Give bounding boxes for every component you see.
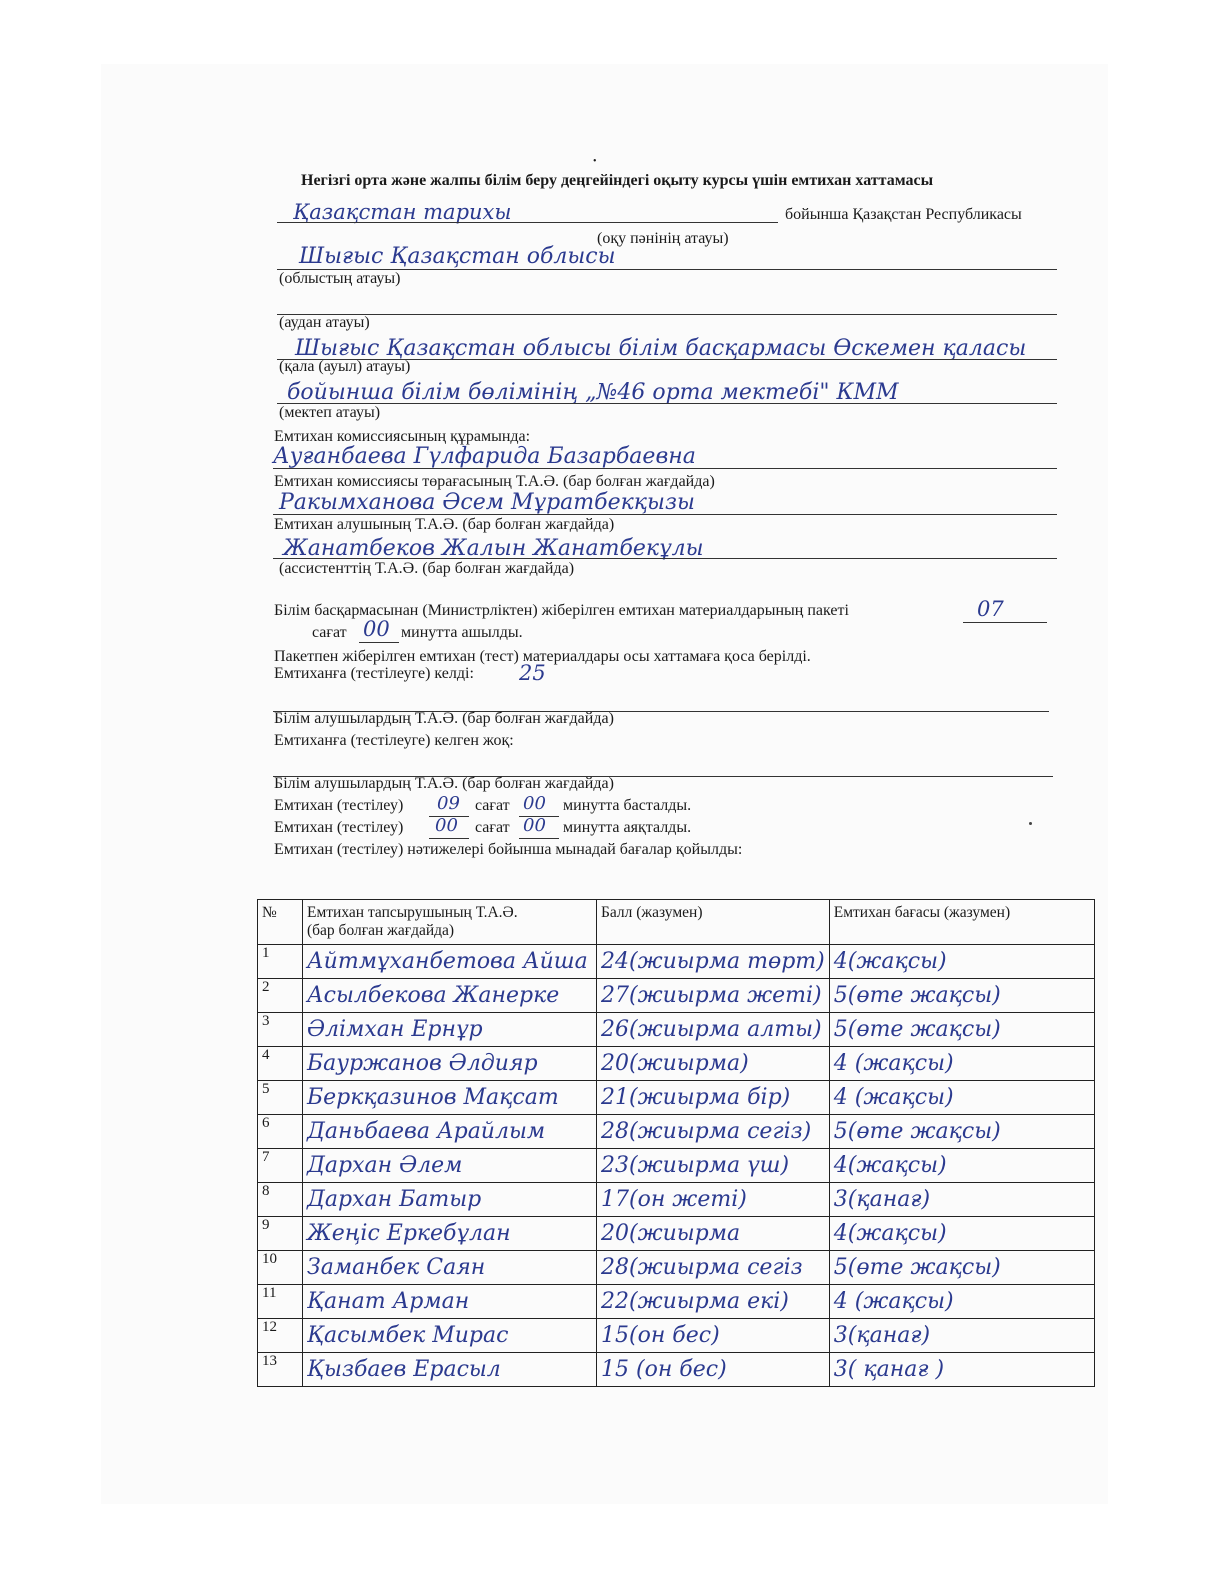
table-row xyxy=(258,1183,1095,1217)
row-name: Айтмұханбетова Айша xyxy=(307,949,588,974)
row-number: 5 xyxy=(262,1081,270,1097)
row-number: 10 xyxy=(262,1251,277,1267)
row-grade: 5(өте жақсы) xyxy=(833,1255,1001,1280)
table-row xyxy=(258,1149,1095,1183)
row-name: Әлімхан Ернұр xyxy=(307,1017,483,1042)
row-score: 20(жиырма xyxy=(601,1221,741,1246)
ink-speck xyxy=(1029,822,1032,825)
package-hour-label: сағат xyxy=(312,624,347,641)
start-minute: 00 xyxy=(523,793,546,814)
row-name: Қанат Арман xyxy=(307,1289,470,1314)
table-row xyxy=(258,1319,1095,1353)
row-name: Жеңіс Еркебұлан xyxy=(307,1221,511,1246)
absent-label: Емтиханға (тестілеуге) келген жоқ: xyxy=(274,732,514,749)
row-name-cell xyxy=(303,1319,597,1353)
row-name: Дархан Әлем xyxy=(307,1153,463,1178)
subject-handwritten: Қазақстан тарихы xyxy=(293,200,512,224)
results-intro: Емтихан (тестілеу) нәтижелері бойынша мынадай бағалар қойылды: xyxy=(274,841,743,858)
row-grade-cell xyxy=(829,1353,1094,1387)
dot-mark: • xyxy=(593,156,597,167)
row-score-cell xyxy=(597,1149,830,1183)
table-row xyxy=(258,945,1095,979)
commission-member-line xyxy=(273,468,1057,469)
row-name: Даньбаева Арайлым xyxy=(307,1119,546,1144)
col-name-header-line1: Емтихан тапсырушының Т.А.Ә. xyxy=(307,904,518,921)
row-score-cell xyxy=(597,1081,830,1115)
table-header-row xyxy=(258,900,1095,945)
school-line xyxy=(277,403,1057,404)
row-grade-cell xyxy=(829,1081,1094,1115)
assistant-line xyxy=(273,558,1057,559)
row-score-cell xyxy=(597,945,830,979)
school-caption: (мектеп атауы) xyxy=(279,404,381,421)
row-number-cell xyxy=(258,979,303,1013)
row-score-cell xyxy=(597,1251,830,1285)
row-grade-cell xyxy=(829,1217,1094,1251)
package-hour-line xyxy=(963,622,1047,623)
table-row xyxy=(258,1013,1095,1047)
start-mid: сағат xyxy=(475,797,510,814)
row-score: 17(он жеті) xyxy=(601,1187,747,1212)
end-mid: сағат xyxy=(475,819,510,836)
row-number-cell xyxy=(258,1115,303,1149)
row-score: 24(жиырма төрт) xyxy=(601,949,825,974)
row-name-cell xyxy=(303,1047,597,1081)
package-hour-value: 07 xyxy=(977,597,1004,621)
col-grade-header: Емтихан бағасы (жазумен) xyxy=(829,900,1094,945)
package-minute-value: 00 xyxy=(363,617,390,641)
row-number: 2 xyxy=(262,979,270,995)
assistant-handwritten: Жанатбеков Жалын Жанатбекұлы xyxy=(283,536,704,561)
end-minute: 00 xyxy=(523,815,546,836)
row-grade: 5(өте жақсы) xyxy=(833,1017,1001,1042)
district-line xyxy=(277,314,1057,315)
row-score: 28(жиырма сегіз xyxy=(601,1255,803,1280)
row-score: 15 (он бес) xyxy=(601,1357,727,1382)
district-caption: (аудан атауы) xyxy=(279,314,370,331)
row-number-cell xyxy=(258,1217,303,1251)
row-number-cell xyxy=(258,1149,303,1183)
row-grade-cell xyxy=(829,979,1094,1013)
row-score-cell xyxy=(597,1183,830,1217)
table-row xyxy=(258,1115,1095,1149)
row-grade: 3(қанағ) xyxy=(833,1187,931,1212)
row-number: 4 xyxy=(262,1047,270,1063)
row-number: 8 xyxy=(262,1183,270,1199)
package-text: Білім басқармасынан (Министрліктен) жіберілген емтихан материалдарының пакеті xyxy=(274,602,849,619)
row-name: Заманбек Саян xyxy=(307,1255,486,1280)
table-row xyxy=(258,1047,1095,1081)
row-name: Дархан Батыр xyxy=(307,1187,482,1212)
table-row xyxy=(258,979,1095,1013)
row-name: Асылбекова Жанерке xyxy=(307,983,560,1008)
row-score: 26(жиырма алты) xyxy=(601,1017,822,1042)
row-name: Қызбаев Ерасыл xyxy=(307,1357,501,1382)
row-name-cell xyxy=(303,1115,597,1149)
package-minute-line xyxy=(359,642,399,643)
table-row xyxy=(258,1081,1095,1115)
row-name-cell xyxy=(303,1285,597,1319)
row-number-cell xyxy=(258,1319,303,1353)
table-row xyxy=(258,1353,1095,1387)
chair-line xyxy=(273,514,1057,515)
start-hour: 09 xyxy=(437,793,460,814)
row-number-cell xyxy=(258,1047,303,1081)
city-caption: (қала (ауыл) атауы) xyxy=(279,358,411,375)
row-name: Беркқазинов Мақсат xyxy=(307,1085,559,1110)
row-number-cell xyxy=(258,1183,303,1217)
row-name: Қасымбек Мирас xyxy=(307,1323,509,1348)
subject-caption: (оқу пәнінің атауы) xyxy=(597,230,729,247)
row-grade-cell xyxy=(829,1183,1094,1217)
row-grade-cell xyxy=(829,1285,1094,1319)
col-score-header: Балл (жазумен) xyxy=(597,900,830,945)
assistant-caption: (ассистенттің Т.А.Ә. (бар болған жағдайда) xyxy=(279,560,575,577)
attached-text: Пакетпен жіберілген емтихан (тест) материалдары осы хаттамаға қоса берілді. xyxy=(274,648,811,665)
row-grade: 5(өте жақсы) xyxy=(833,983,1001,1008)
arrived-label: Емтиханға (тестілеуге) келді: xyxy=(274,665,474,682)
row-number-cell xyxy=(258,1353,303,1387)
row-score-cell xyxy=(597,1013,830,1047)
row-number-cell xyxy=(258,945,303,979)
page-title: Негізгі орта және жалпы білім беру деңгейіндегі оқыту курсы үшін емтихан хаттамасы xyxy=(301,172,934,189)
row-score-cell xyxy=(597,1285,830,1319)
region-handwritten: Шығыс Қазақстан облысы xyxy=(299,244,616,269)
row-score: 28(жиырма сегіз) xyxy=(601,1119,812,1144)
row-number: 6 xyxy=(262,1115,270,1131)
row-name-cell xyxy=(303,1251,597,1285)
row-number-cell xyxy=(258,1013,303,1047)
row-name-cell xyxy=(303,1183,597,1217)
school-handwritten: бойынша білім бөлімінің „№46 орта мектебі" КММ xyxy=(287,380,899,405)
row-score: 27(жиырма жеті) xyxy=(601,983,822,1008)
end-suffix: минутта аяқталды. xyxy=(563,819,692,836)
commission-member-handwritten: Ауғанбаева Гүлфарида Базарбаевна xyxy=(273,444,696,469)
row-number: 9 xyxy=(262,1217,270,1233)
row-name-cell xyxy=(303,1013,597,1047)
row-grade: 4 (жақсы) xyxy=(833,1085,954,1110)
commission-label: Емтихан комиссиясының құрамында: xyxy=(274,428,531,445)
row-grade-cell xyxy=(829,1047,1094,1081)
row-grade-cell xyxy=(829,1319,1094,1353)
row-score-cell xyxy=(597,1353,830,1387)
row-name-cell xyxy=(303,1149,597,1183)
row-name-cell xyxy=(303,1081,597,1115)
end-minute-line xyxy=(519,838,559,839)
row-number: 7 xyxy=(262,1149,270,1165)
chair-label: Емтихан комиссиясы төрағасының Т.А.Ә. (бар болған жағдайда) xyxy=(274,473,715,490)
package-minute-suffix: минутта ашылды. xyxy=(401,624,523,641)
row-score-cell xyxy=(597,1115,830,1149)
students-label-2: Білім алушылардың Т.А.Ә. (бар болған жағдайда) xyxy=(274,775,614,792)
row-score-cell xyxy=(597,979,830,1013)
end-hour: 00 xyxy=(435,815,458,836)
row-number: 12 xyxy=(262,1319,277,1335)
end-prefix: Емтихан (тестілеу) xyxy=(274,819,404,836)
row-grade: 4 (жақсы) xyxy=(833,1289,954,1314)
row-number: 11 xyxy=(262,1285,277,1301)
row-score-cell xyxy=(597,1047,830,1081)
col-name-header xyxy=(303,900,597,945)
row-grade: 4(жақсы) xyxy=(833,1153,947,1178)
row-grade-cell xyxy=(829,1013,1094,1047)
row-grade-cell xyxy=(829,1115,1094,1149)
row-grade-cell xyxy=(829,1251,1094,1285)
row-grade-cell xyxy=(829,1149,1094,1183)
row-number-cell xyxy=(258,1285,303,1319)
table-row xyxy=(258,1217,1095,1251)
row-score-cell xyxy=(597,1319,830,1353)
row-score: 23(жиырма үш) xyxy=(601,1153,790,1178)
row-number-cell xyxy=(258,1251,303,1285)
row-grade: 4(жақсы) xyxy=(833,1221,947,1246)
examinee-label: Емтихан алушының Т.А.Ә. (бар болған жағдайда) xyxy=(274,516,615,533)
row-grade: 4 (жақсы) xyxy=(833,1051,954,1076)
row-score-cell xyxy=(597,1217,830,1251)
col-name-header-line2: (бар болған жағдайда) xyxy=(307,922,455,939)
row-number: 1 xyxy=(262,945,270,961)
row-grade: 5(өте жақсы) xyxy=(833,1119,1001,1144)
row-number-cell xyxy=(258,1081,303,1115)
start-suffix: минутта басталды. xyxy=(563,797,692,814)
region-caption: (облыстың атауы) xyxy=(279,270,401,287)
row-grade: 3( қанағ ) xyxy=(833,1357,945,1382)
students-label-1: Білім алушылардың Т.А.Ә. (бар болған жағдайда) xyxy=(274,710,614,727)
end-hour-line xyxy=(429,838,469,839)
row-score: 20(жиырма) xyxy=(601,1051,749,1076)
arrived-value: 25 xyxy=(519,661,546,685)
row-name-cell xyxy=(303,979,597,1013)
chair-handwritten: Ракымханова Әсем Мұратбекқызы xyxy=(279,490,695,515)
row-name-cell xyxy=(303,945,597,979)
col-num-header: № xyxy=(258,900,303,945)
row-grade: 3(қанағ) xyxy=(833,1323,931,1348)
row-name: Бауржанов Әлдияр xyxy=(307,1051,538,1076)
row-score: 21(жиырма бір) xyxy=(601,1085,791,1110)
row-number: 13 xyxy=(262,1353,277,1369)
row-score: 22(жиырма екі) xyxy=(601,1289,789,1314)
row-name-cell xyxy=(303,1353,597,1387)
results-table xyxy=(257,899,1095,1387)
row-grade: 4(жақсы) xyxy=(833,949,947,974)
row-number: 3 xyxy=(262,1013,270,1029)
subject-line xyxy=(277,222,778,223)
row-grade-cell xyxy=(829,945,1094,979)
city-handwritten: Шығыс Қазақстан облысы білім басқармасы Өскемен қаласы xyxy=(295,336,1027,361)
start-prefix: Емтихан (тестілеу) xyxy=(274,797,404,814)
table-row xyxy=(258,1251,1095,1285)
row-score: 15(он бес) xyxy=(601,1323,720,1348)
table-row xyxy=(258,1285,1095,1319)
row-name-cell xyxy=(303,1217,597,1251)
subject-suffix: бойынша Қазақстан Республикасы xyxy=(785,206,1022,223)
